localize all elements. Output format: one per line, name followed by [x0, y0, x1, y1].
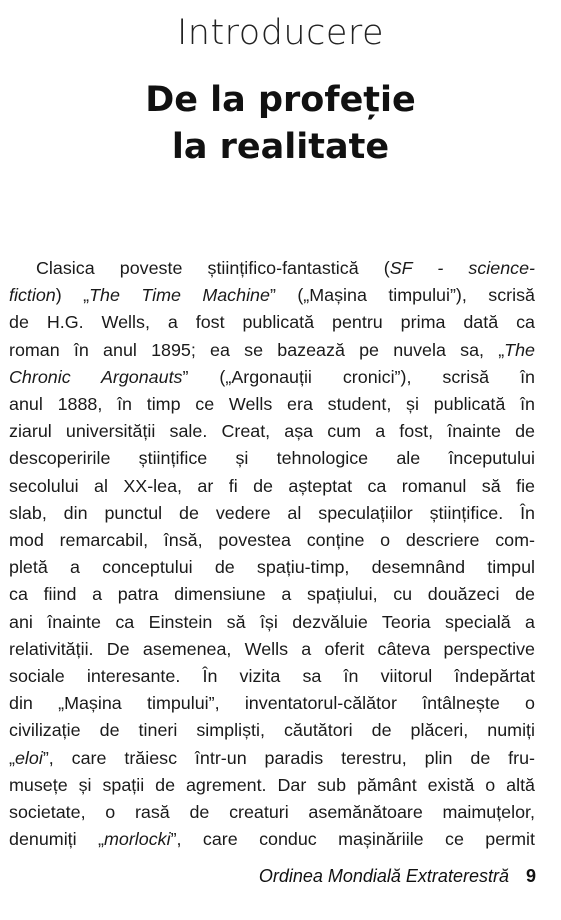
- page-footer: [259, 866, 536, 887]
- text-segment: denumiți „: [9, 829, 104, 850]
- text-segment: sociale interesante. În vizita sa în viitorul îndepărtat: [9, 666, 535, 687]
- text-line: [9, 255, 535, 282]
- text-segment: ziarul universității sale. Creat, așa cum a fost, înainte de: [9, 421, 535, 442]
- text-line: [9, 554, 535, 581]
- italic-text: Chronic Argonauts: [9, 366, 183, 387]
- chapter-title-line-2: la realitate: [171, 127, 390, 167]
- italic-text: morlocki: [103, 829, 171, 850]
- text-segment: roman în anul 1895; ea se bazează pe nuvela sa, „: [9, 339, 505, 360]
- chapter-title-line-1: De la profeție: [145, 80, 416, 120]
- text-line: [9, 799, 535, 826]
- text-line: [9, 337, 535, 364]
- text-line: [9, 690, 535, 717]
- text-segment: slab, din punctul de vedere al speculațiilor științifice. În: [9, 502, 535, 523]
- text-line: [9, 527, 535, 554]
- text-segment: relativității. De asemenea, Wells a oferit câteva perspective: [9, 638, 535, 659]
- italic-text: eloi: [14, 747, 43, 768]
- text-line: [9, 391, 535, 418]
- chapter-label: Introducere: [176, 13, 385, 53]
- chapter-title: [0, 77, 561, 171]
- text-segment: din „Mașina timpului”, inventatorul-călător întâlnește o: [9, 693, 535, 714]
- text-segment: societate, o rasă de creaturi asemănătoare maimuțelor,: [9, 802, 535, 823]
- body-paragraph: [9, 255, 535, 853]
- text-segment: mod remarcabil, însă, povestea conține o descriere com-: [9, 530, 535, 551]
- text-line: [9, 500, 535, 527]
- italic-text: SF - science-: [389, 258, 536, 278]
- text-line: [9, 309, 535, 336]
- text-line: [9, 473, 535, 500]
- text-segment: ” („Argonauții cronici”), scrisă în: [182, 366, 535, 387]
- text-segment: ”, care trăiesc într-un paradis terestru, plin de fru-: [42, 747, 535, 768]
- text-segment: anul 1888, în timp ce Wells era student, și publicată în: [9, 394, 535, 415]
- text-segment: civilizație de tineri simpliști, căutători de plăceri, numiți: [9, 720, 535, 741]
- text-segment: de H.G. Wells, a fost publicată pentru prima dată ca: [9, 312, 535, 333]
- text-segment: ca fiind a patra dimensiune a spațiului, cu douăzeci de: [9, 584, 535, 605]
- text-segment: musețe și spații de agrement. Dar sub pământ există o altă: [9, 774, 535, 795]
- text-line: [9, 826, 535, 853]
- page-number: 9: [525, 866, 536, 886]
- text-segment: ani înainte ca Einstein să își dezvăluie Teoria specială a: [9, 611, 535, 632]
- text-segment: Clasica poveste științifico-fantastică (: [36, 258, 390, 278]
- text-segment: secolului al XX-lea, ar fi de așteptat ca romanul să fie: [9, 475, 535, 496]
- text-line: [9, 717, 535, 744]
- text-segment: ” („Mașina timpului”), scrisă: [269, 285, 535, 306]
- text-line: [9, 282, 535, 309]
- text-line: [9, 445, 535, 472]
- text-segment: „: [9, 747, 15, 768]
- text-line: [9, 772, 535, 799]
- text-segment: ”, care conduc mașinăriile ce permit: [170, 829, 535, 850]
- text-line: [9, 663, 535, 690]
- text-segment: descoperirile științifice și tehnologice ale începutului: [9, 448, 535, 469]
- italic-text: The: [504, 339, 535, 360]
- text-line: [9, 581, 535, 608]
- running-title: Ordinea Mondială Extraterestră: [258, 866, 509, 886]
- italic-text: fiction: [9, 285, 56, 306]
- text-line: [9, 609, 535, 636]
- text-segment: pletă a conceptului de spațiu-timp, desemnând timpul: [9, 557, 535, 578]
- text-line: [9, 745, 535, 772]
- text-line: [9, 364, 535, 391]
- text-line: [9, 418, 535, 445]
- text-segment: ) „: [55, 285, 90, 306]
- text-line: [9, 636, 535, 663]
- italic-text: The Time Machine: [89, 285, 270, 306]
